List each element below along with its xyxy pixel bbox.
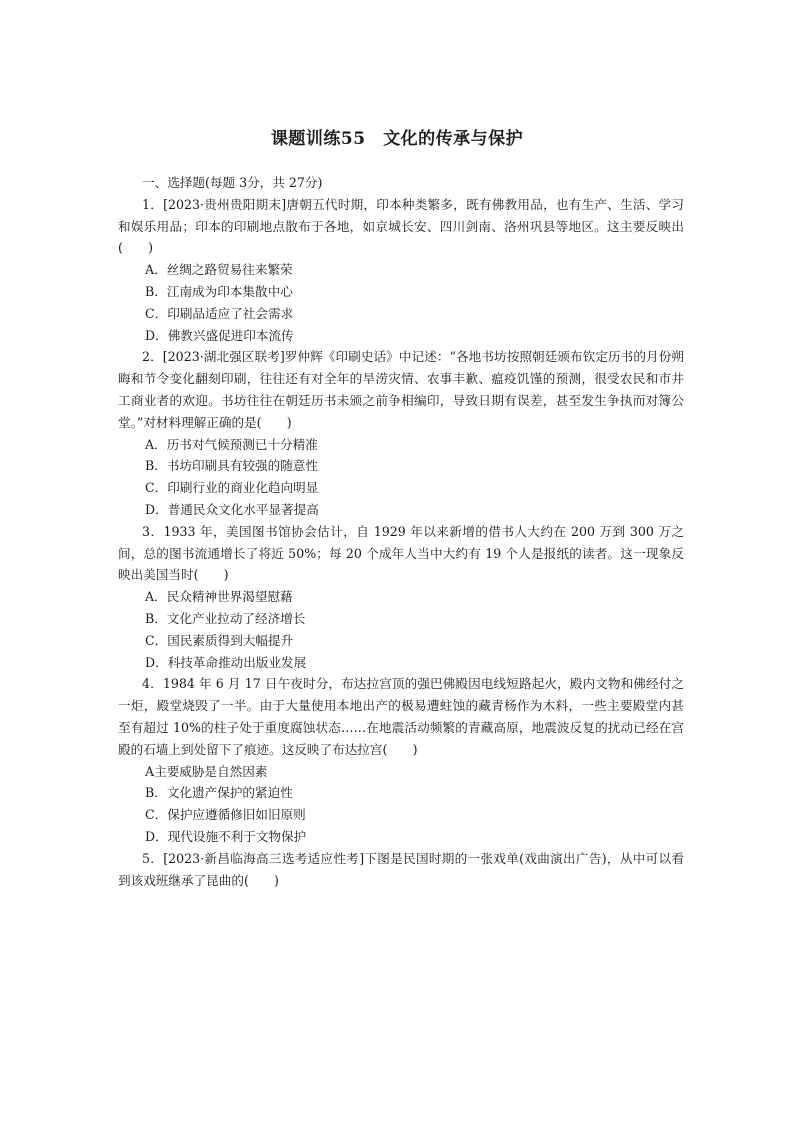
question-stem: 2．[2023·湖北强区联考]罗仲辉《印刷史话》中记述：“各地书坊按照朝廷颁布钦定历书的月份朔晦和节令变化翻刻印刷，往往还有对全年的旱涝灾情、农事丰歉、瘟疫饥馑的预测，很受农民和市井工商业者的欢迎。书坊往往在朝廷历书未颁之前争相编印，导致日期有误差，甚至发生争执而对簿公堂。”对材料理解正确的是( ) — [118, 349, 684, 430]
question-content — [118, 172, 684, 891]
option-a: A主要威胁是自然因素 — [145, 763, 268, 779]
option-b: B．文化产业拉动了经济增长 — [145, 610, 306, 626]
option-a: A．民众精神世界渴望慰藉 — [145, 589, 293, 605]
option-c: C．印刷品适应了社会需求 — [145, 305, 294, 321]
option-b: B．文化遗产保护的紧迫性 — [145, 785, 293, 801]
option-a: A．丝绸之路贸易往来繁荣 — [145, 262, 293, 278]
question-stem: 4．1984 年 6 月 17 日午夜时分，布达拉宫顶的强巴佛殿因电线短路起火，殿内文物和佛经付之一炬，殿堂烧毁了一半。由于大量使用本地出产的极易遭蛀蚀的藏青杨作为木料，一些主要殿堂内甚至有超过 10%的柱子处于重度腐蚀状态……在地震活动频繁的青藏高原，地震波反复的扰动已经在宫殿的石墙上到处留下了痕迹。这反映了布达拉宫( ) — [118, 676, 684, 757]
page-title: 课题训练55 文化的传承与保护 — [270, 129, 524, 149]
question-stem: 1．[2023·贵州贵阳期末]唐朝五代时期，印本种类繁多，既有佛教用品，也有生产、生活、学习和娱乐用品；印本的印刷地点散布于各地，如京城长安、四川剑南、洛州巩县等地区。这主要反映出( ) — [118, 196, 684, 256]
option-b: B．江南成为印本集散中心 — [145, 283, 293, 299]
option-d: D．现代设施不利于文物保护 — [145, 828, 307, 844]
question-stem: 5．[2023·新昌临海高三选考适应性考]下图是民国时期的一张戏单(戏曲演出广告)，从中可以看到该戏班继承了昆曲的( ) — [118, 850, 684, 888]
section-header: 一、选择题(每题 3分，共 27分) — [142, 175, 323, 190]
option-a: A．历书对气候预测已十分精准 — [145, 436, 318, 452]
option-b: B．书坊印刷具有较强的随意性 — [145, 458, 318, 474]
option-c: C．保护应遵循修旧如旧原则 — [145, 807, 306, 823]
option-d: D．科技革命推动出版业发展 — [145, 654, 307, 670]
option-d: D．佛教兴盛促进印本流传 — [145, 327, 294, 343]
option-c: C．印刷行业的商业化趋向明显 — [145, 480, 319, 496]
option-d: D．普通民众文化水平显著提高 — [145, 501, 319, 517]
option-c: C．国民素质得到大幅提升 — [145, 632, 294, 648]
question-stem: 3．1933 年，美国图书馆协会估计，自 1929 年以来新增的借书人大约在 200 万到 300 万之间，总的图书流通增长了将近 50%；每 20 个成年人当中大约有 19 个人是报纸的读者。这一现象反映出美国当时( ) — [118, 523, 684, 583]
